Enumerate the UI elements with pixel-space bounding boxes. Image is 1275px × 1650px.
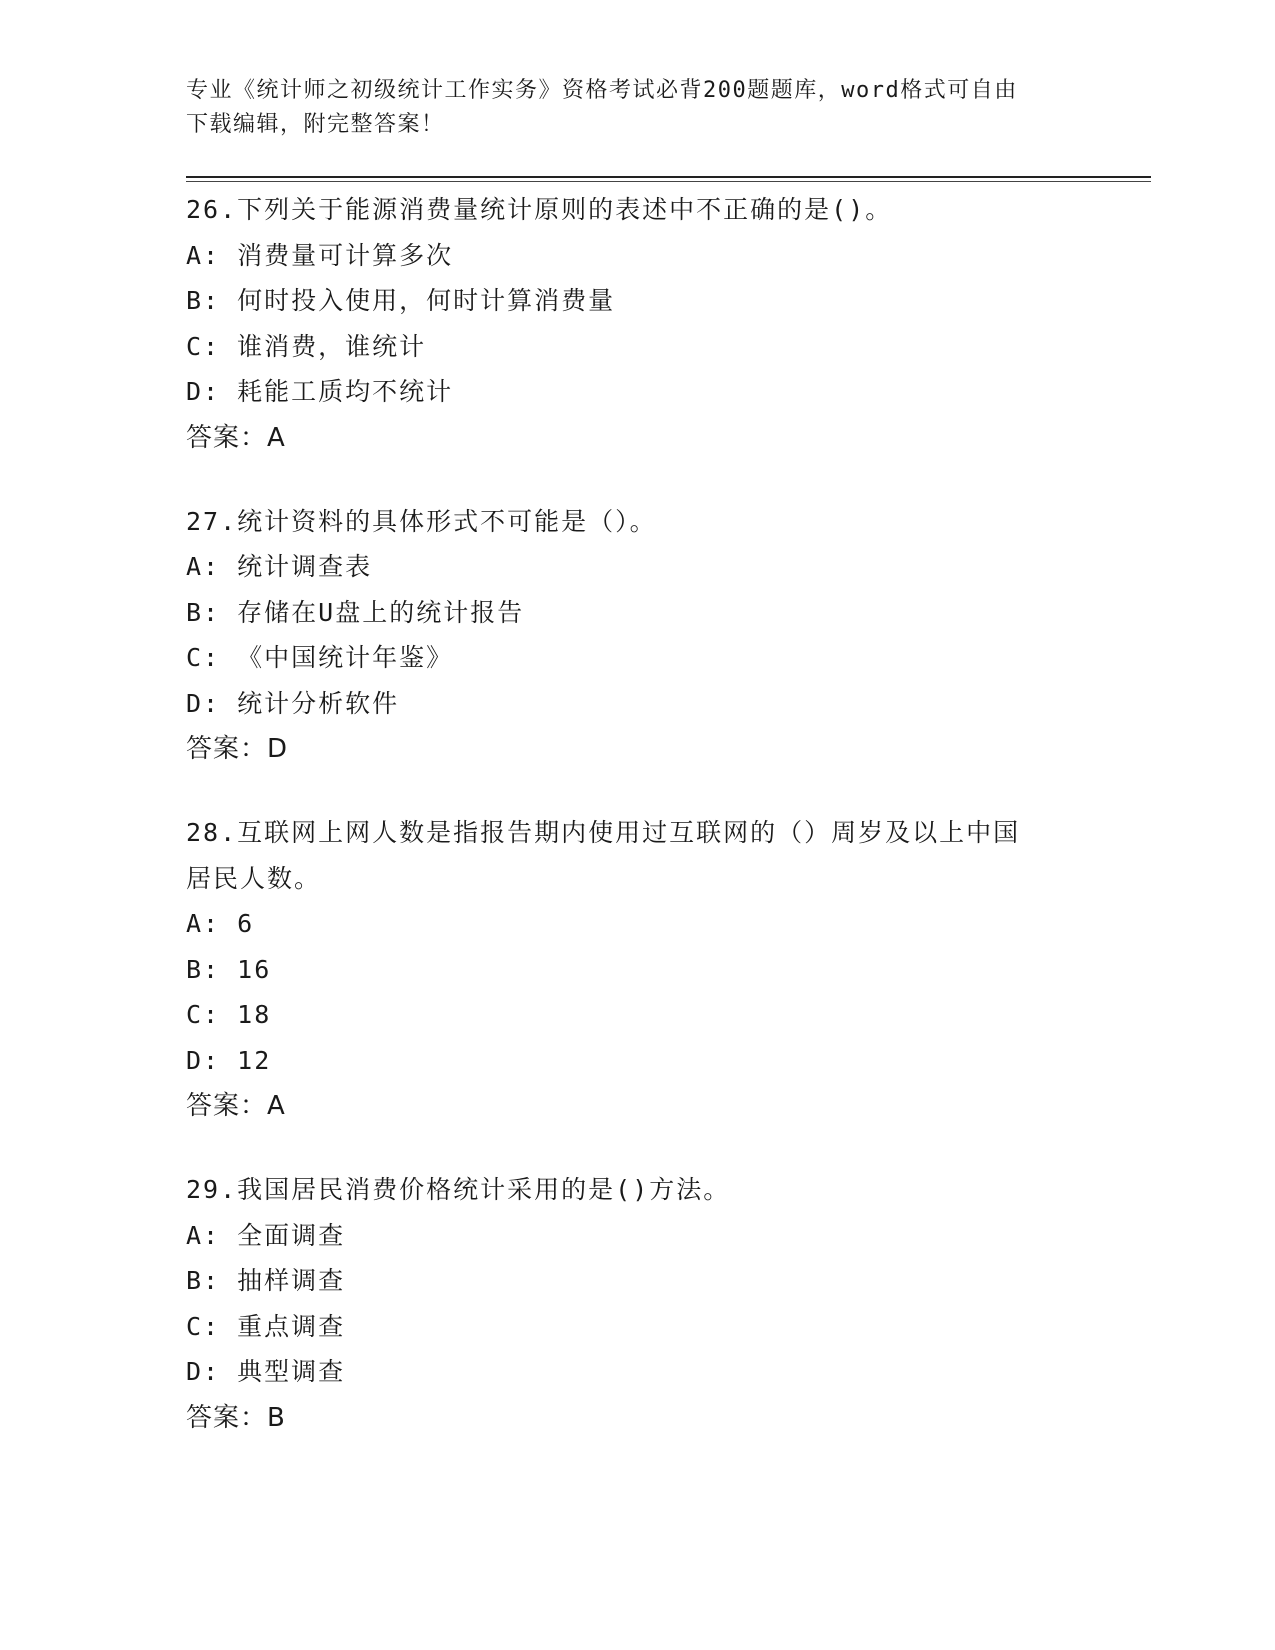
option-a: A: 消费量可计算多次	[186, 240, 454, 270]
question-stem: 29.我国居民消费价格统计采用的是()方法。	[186, 1175, 731, 1204]
answer-label: 答案：B	[186, 1402, 286, 1433]
option-b: B: 存储在U盘上的统计报告	[186, 597, 525, 627]
option-d: D: 耗能工质均不统计	[186, 377, 454, 406]
question-29	[186, 1167, 1086, 1441]
header-divider-thin	[186, 181, 1151, 182]
header-line-1: 专业《统计师之初级统计工作实务》资格考试必背200题题库，word格式可自由	[186, 78, 1018, 103]
option-d: D: 统计分析软件	[186, 688, 400, 718]
answer-label: 答案：A	[186, 422, 286, 453]
answer-label: 答案：A	[186, 1091, 286, 1121]
option-a: A: 全面调查	[186, 1220, 346, 1250]
option-a: A: 6	[186, 909, 255, 938]
question-27	[186, 499, 1086, 773]
option-b: B: 16	[186, 954, 272, 984]
header-line-2: 下载编辑，附完整答案！	[186, 112, 445, 137]
option-b: B: 抽样调查	[186, 1266, 346, 1295]
option-c: C: 18	[186, 1000, 272, 1029]
answer-label: 答案：D	[186, 734, 289, 764]
question-list	[186, 187, 1086, 1479]
option-c: C: 《中国统计年鉴》	[186, 643, 454, 672]
question-stem-line-2: 居民人数。	[186, 863, 322, 893]
option-a: A: 统计调查表	[186, 552, 373, 581]
question-26	[186, 187, 1086, 461]
option-b: B: 何时投入使用，何时计算消费量	[186, 286, 616, 315]
question-stem-line-1: 28.互联网上网人数是指报告期内使用过互联网的（）周岁及以上中国	[186, 818, 1021, 847]
question-stem: 27.统计资料的具体形式不可能是（）。	[186, 506, 657, 536]
option-d: D: 典型调查	[186, 1357, 346, 1386]
question-stem: 26.下列关于能源消费量统计原则的表述中不正确的是()。	[186, 195, 893, 224]
question-28	[186, 810, 1086, 1129]
option-d: D: 12	[186, 1045, 272, 1075]
option-c: C: 谁消费，谁统计	[186, 331, 427, 361]
header-divider-thick	[186, 176, 1151, 178]
option-c: C: 重点调查	[186, 1311, 346, 1341]
document-header	[186, 74, 1066, 142]
